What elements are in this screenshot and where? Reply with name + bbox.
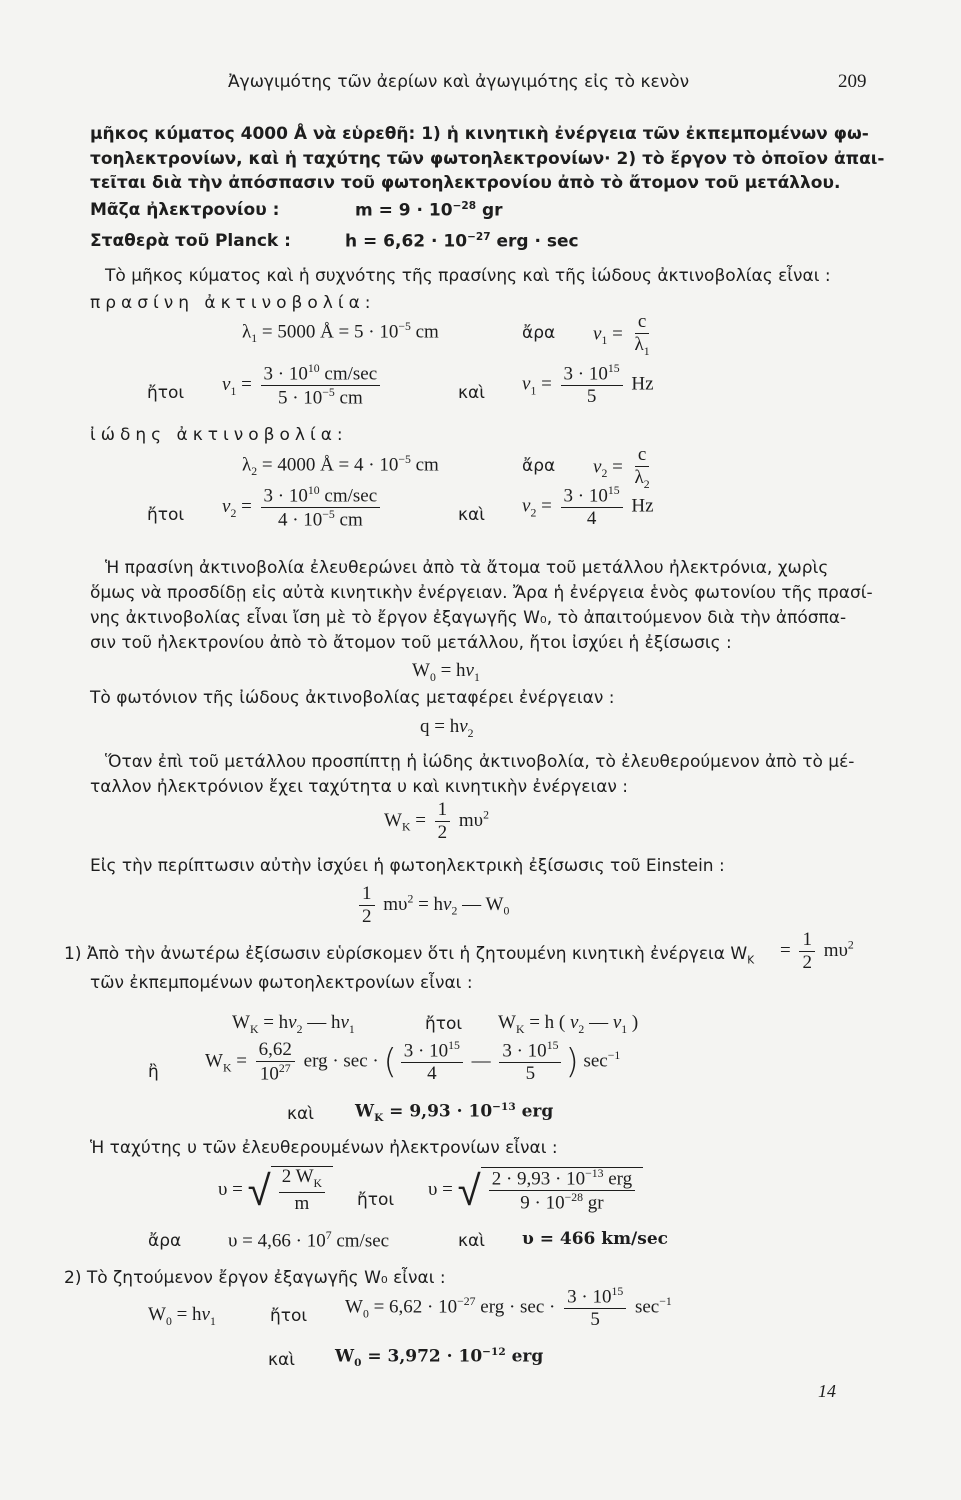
i-label: ἢ (148, 1062, 159, 1082)
nu2-calculation: $v_2$ = $\frac{3 \cdot 10^{10} cm/\sec}{4 \cdot 10^{-5} cm}$ (222, 485, 384, 531)
einstein-equation: $\frac{1}{2}$ $m\upsilon^2 = hv_2$ — $W_0$ (355, 884, 509, 927)
planck-equation: $h = 6,62 \cdot 10^{-27}$ erg · sec (345, 231, 579, 252)
work-function-equation: $W_0 = hv_1$ (412, 660, 480, 684)
velocity-result: υ = 466 km/sec (522, 1229, 669, 1249)
velocity-numeric: υ = √ $\frac{2 \cdot 9,93 \cdot 10^{-13} erg}{9 \cdot 10^{-28} gr}$ (428, 1166, 643, 1215)
kinetic-energy-formula: $W_K$ = $\frac{1}{2}$ $m\upsilon^2$ (384, 799, 489, 843)
kai-label-5: καὶ (268, 1350, 295, 1370)
nu2-result: $v_2$ = $\frac{3 \cdot 10^{15}}{4}$ Hz (522, 484, 654, 530)
ara-label-3: ἄρα (148, 1231, 182, 1251)
nu2-definition: $v_2$ = $\frac{c}{\lambda_2}$ (593, 444, 650, 491)
para2-line-1: Ὅταν ἐπὶ τοῦ μετάλλου προσπίπτῃ ἡ ἰώδης ἀκτινοβολία, τὸ ἐλευθερούμενον ἀπὸ τὸ μέ- (105, 752, 855, 772)
para2-line-2: ταλλον ἠλεκτρόνιον ἔχει ταχύτητα υ καὶ κινητικὴν ἐνέργειαν : (90, 777, 629, 797)
page-number: 209 (838, 71, 867, 92)
violet-radiation-heading: ἰώδης ἀκτινοβολία: (90, 425, 348, 445)
velocity-intermediate: $\upsilon = 4,66 \cdot 10^7$ cm/sec (228, 1229, 390, 1252)
lambda1-equation: $\lambda_1 = 5000$ Å = $5 \cdot 10^{-5}$ cm (242, 320, 439, 346)
para1-line-4: σιν τοῦ ἠλεκτρονίου ἀπὸ τὸ ἄτομον τοῦ μετάλλου, ἤτοι ἰσχύει ἡ ἐξίσωσις : (90, 633, 732, 653)
hetoi-label-5: ἤτοι (270, 1306, 308, 1326)
green-radiation-heading: πρασίνη ἀκτινοβολία: (90, 293, 376, 313)
kai-label-3: καὶ (287, 1104, 314, 1124)
nu1-result: $v_1$ = $\frac{3 \cdot 10^{15}}{5}$ Hz (522, 362, 654, 408)
running-title: Ἀγωγιμότης τῶν ἀερίων καὶ ἀγωγιμότης εἰς τὸ κενὸν (228, 72, 690, 92)
problem-line-1: μῆκος κύματος 4000 Å νὰ εὑρεθῆ: 1) ἡ κινητικὴ ἐνέργεια τῶν ἐκπεμπομένων φω- (90, 124, 869, 144)
kai-label-1: καὶ (458, 383, 485, 403)
electron-mass-equation: $m = 9 \cdot 10^{-28}$ gr (355, 200, 503, 221)
work-numeric: $W_0 = 6,62 \cdot 10^{-27}$ erg · sec · $\frac{3 \cdot 10^{15}}{5}$ $\sec^{-1}$ (345, 1285, 672, 1331)
intro-line: Τὸ μῆκος κύματος καὶ ἡ συχνότης τῆς πρασίνης καὶ τῆς ἰώδους ἀκτινοβολίας εἶναι : (105, 266, 831, 286)
planck-label: Σταθερὰ τοῦ Planck : (90, 231, 291, 251)
wk-numeric: $W_K$ = $\frac{6,62}{10^{27}}$ erg · sec · ( $\frac{3 \cdot 10^{15}}{4}$ — $\frac{3 \cdot 10^{15}}{5}$ ) $\sec^{-1}$ (205, 1039, 621, 1085)
para1-line-1: Ἡ πρασίνη ἀκτινοβολία ἐλευθερώνει ἀπὸ τὰ ἄτομα τοῦ μετάλλου ἠλεκτρόνια, χωρὶς (105, 558, 829, 578)
ara-label-2: ἄρα (522, 456, 556, 476)
hetoi-label-2: ἤτοι (147, 505, 185, 525)
para1-line-2: ὅμως νὰ προσδίδῃ εἰς αὐτὰ κινητικὴν ἐνέργειαν. Ἄρα ἡ ἐνέργεια ἑνὸς φωτονίου τῆς πρασί- (90, 583, 873, 603)
photon-energy-line: Τὸ φωτόνιον τῆς ἰώδους ἀκτινοβολίας μεταφέρει ἐνέργειαν : (90, 688, 615, 708)
wk-expression: $W_K = hv_2$ — $hv_1$ (232, 1012, 355, 1036)
einstein-line: Εἰς τὴν περίπτωσιν αὐτὴν ἰσχύει ἡ φωτοηλεκτρικὴ ἐξίσωσις τοῦ Einstein : (90, 856, 725, 876)
problem-line-2: τοηλεκτρονίων, καὶ ἡ ταχύτης τῶν φωτοηλεκτρονίων· 2) τὸ ἔργον τὸ ὁποῖον ἀπαι- (90, 149, 885, 169)
part2-line: 2) Τὸ ζητούμενον ἔργον ἐξαγωγῆς W₀ εἶναι : (64, 1268, 446, 1288)
ara-label-1: ἄρα (522, 323, 556, 343)
hetoi-label-3: ἤτοι (425, 1014, 463, 1034)
velocity-formula: υ = √ $\frac{2 W_K}{m}$ (218, 1166, 333, 1215)
velocity-line: Ἡ ταχύτης υ τῶν ἐλευθερουμένων ἠλεκτρονίων εἶναι : (90, 1138, 558, 1158)
hetoi-label-1: ἤτοι (147, 383, 185, 403)
kai-label-2: καὶ (458, 505, 485, 525)
footer-signature: 14 (818, 1381, 836, 1401)
hetoi-label-4: ἤτοι (357, 1190, 395, 1210)
electron-mass-label: Μᾶζα ἠλεκτρονίου : (90, 200, 280, 220)
kai-label-4: καὶ (458, 1231, 485, 1251)
wk-factored: $W_K = h$ ( $v_2$ — $v_1$ ) (498, 1012, 639, 1036)
part1-line-2: τῶν ἐκπεμπομένων φωτοηλεκτρονίων εἶναι : (90, 973, 473, 993)
nu1-definition: $v_1$ = $\frac{c}{\lambda_1}$ (593, 311, 650, 358)
work-formula: $W_0 = hv_1$ (148, 1304, 216, 1328)
part1-kinetic-formula: = $\frac{1}{2}$ $m\upsilon^2$ (780, 929, 854, 973)
work-function-result: $W_0 = 3,972 \cdot 10^{-12}$ erg (335, 1346, 544, 1370)
part1-line-1: 1) Ἀπὸ τὴν ἀνωτέρω ἐξίσωσιν εὑρίσκομεν ὅτι ἡ ζητουμένη κινητικὴ ἐνέργεια $W_K$ (64, 944, 755, 967)
lambda2-equation: $\lambda_2 = 4000$ Å = $4 \cdot 10^{-5}$ cm (242, 453, 439, 479)
problem-line-3: τεῖται διὰ τὴν ἀπόσπασιν τοῦ φωτοηλεκτρονίου ἀπὸ τὸ ἄτομον τοῦ μετάλλου. (90, 173, 841, 193)
para1-line-3: νης ἀκτινοβολίας εἶναι ἴση μὲ τὸ ἔργον ἐξαγωγῆς W₀, τὸ ἀπαιτούμενον διὰ τὴν ἀπόσπα- (90, 608, 847, 628)
nu1-calculation: $v_1$ = $\frac{3 \cdot 10^{10} cm/\sec}{5 \cdot 10^{-5} cm}$ (222, 363, 384, 409)
photon-energy-equation: $q = hv_2$ (420, 716, 474, 740)
kinetic-energy-result: $W_K = 9,93 \cdot 10^{-13}$ erg (355, 1101, 554, 1125)
